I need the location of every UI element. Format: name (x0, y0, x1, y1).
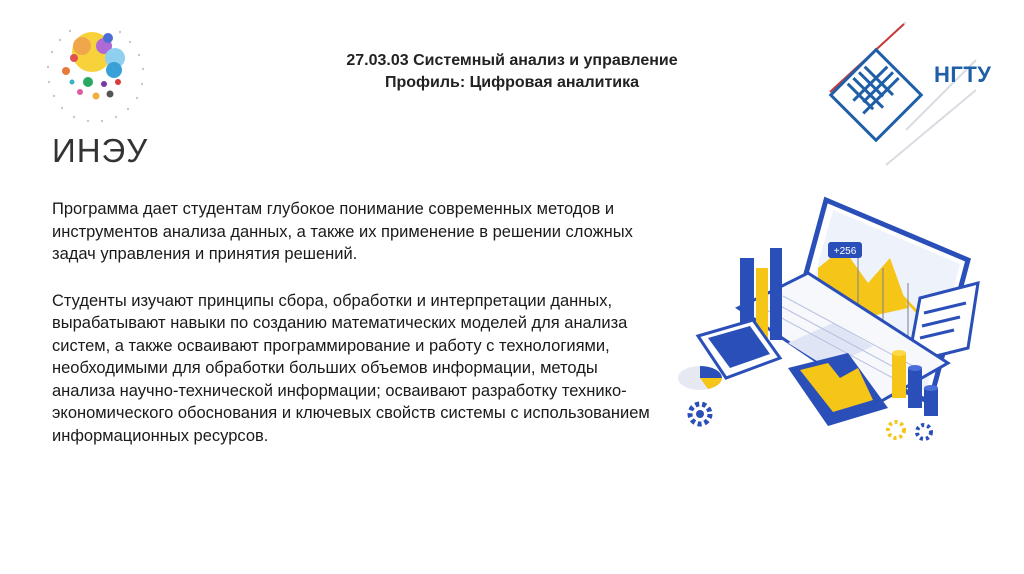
ineu-logo-text: ИНЭУ (52, 132, 149, 169)
badge-value: +256 (833, 246, 857, 257)
paragraph-details: Студенты изучают принципы сбора, обработки и интерпретации данных, вырабатывают навыки по созданию математических моделей для анализа систем, а также осваивают программирование и работу с технологиями, необходимыми для обработки больших объемов информации, методы анализа научно-технической информации; осваивают разработку технико-экономического обоснования и ключевых свойств системы с использованием информационных ресурсов. (52, 291, 650, 445)
ngtu-emblem-icon (826, 20, 991, 170)
ineu-logo (40, 22, 160, 169)
profile-title: Профиль: Цифровая аналитика (384, 74, 640, 91)
ngtu-logo-text: НГТУ (934, 62, 992, 87)
paragraph-intro: Программа дает студентам глубокое понимание современных методов и инструментов анализа данных, а также их применение в решении сложных задач управления и принятия решений. (52, 200, 633, 263)
data-analytics-isometric-icon (668, 188, 986, 450)
colorful-dots-logo-icon (40, 22, 160, 132)
data-analytics-illustration (668, 188, 986, 450)
page-header (250, 50, 774, 94)
description (52, 198, 652, 471)
ngtu-logo (826, 20, 991, 170)
program-title: 27.03.03 Системный анализ и управление (346, 52, 678, 69)
